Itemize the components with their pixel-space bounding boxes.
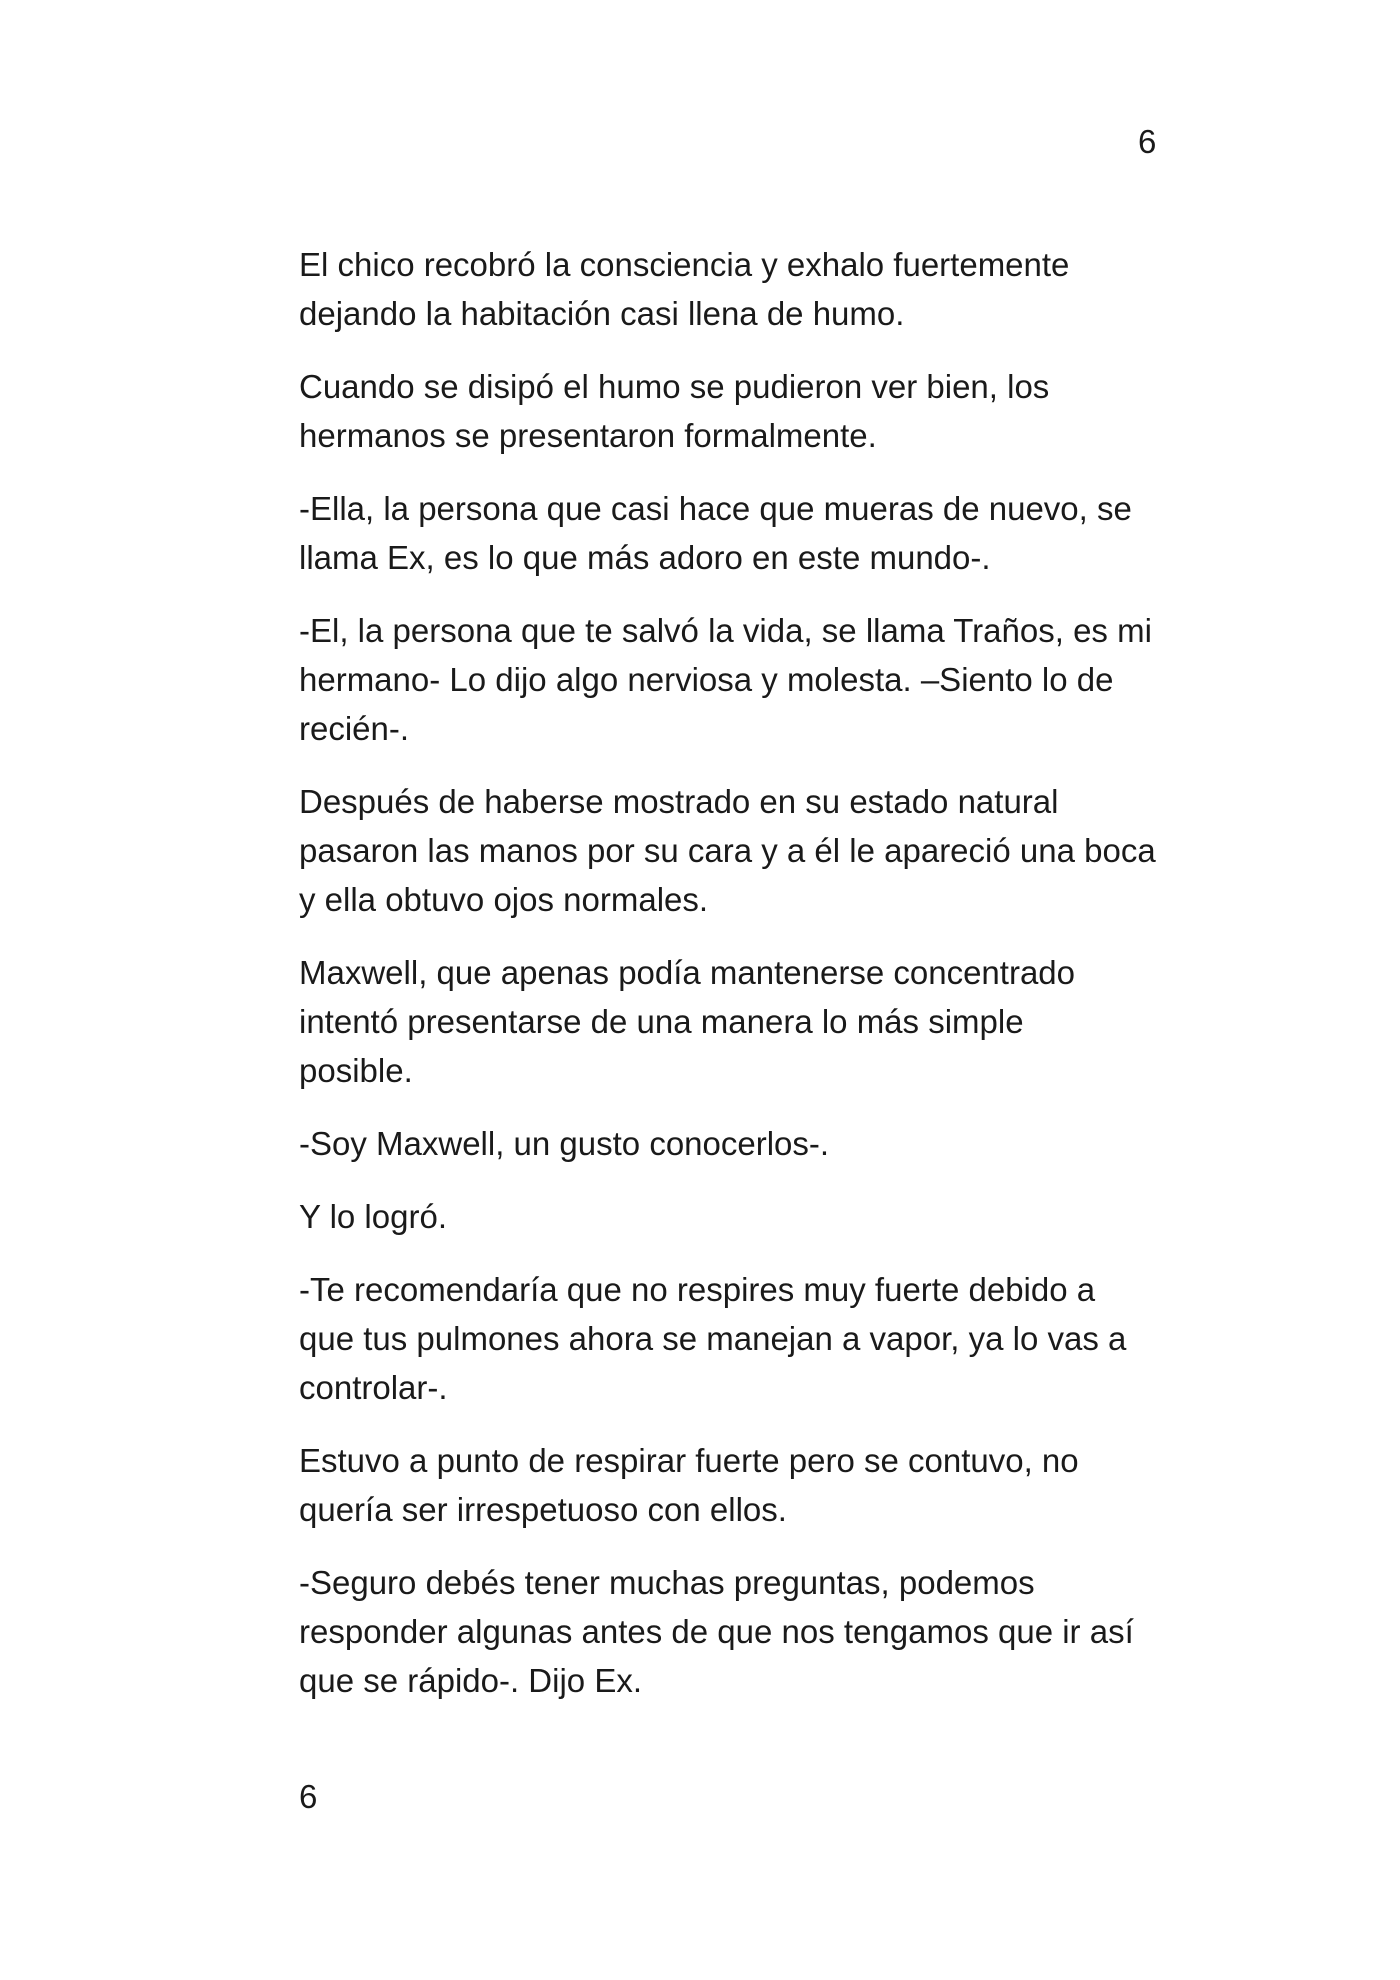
- text-line: Cuando se disipó el humo se pudieron ver bien, los: [299, 368, 1050, 405]
- text-line: -Soy Maxwell, un gusto conocerlos-.: [299, 1125, 830, 1162]
- text-line: llama Ex, es lo que más adoro en este mundo-.: [299, 539, 991, 576]
- paragraph: [299, 1436, 1169, 1534]
- text-line: intentó presentarse de una manera lo más simple: [299, 1003, 1024, 1040]
- paragraph: [299, 1119, 1169, 1168]
- text-line: El chico recobró la consciencia y exhalo fuertemente: [299, 246, 1070, 283]
- paragraph: [299, 484, 1169, 582]
- text-line: Estuvo a punto de respirar fuerte pero se contuvo, no: [299, 1442, 1079, 1479]
- text-line: recién-.: [299, 710, 410, 747]
- text-line: que tus pulmones ahora se manejan a vapor, ya lo vas a: [299, 1320, 1127, 1357]
- text-line: pasaron las manos por su cara y a él le apareció una boca: [299, 832, 1156, 869]
- text-line: posible.: [299, 1052, 413, 1089]
- paragraph: [299, 1265, 1169, 1412]
- footer-page-number: 6: [299, 1778, 318, 1815]
- paragraph: [299, 240, 1169, 338]
- text-line: -Seguro debés tener muchas preguntas, podemos: [299, 1564, 1035, 1601]
- paragraph: [299, 1192, 1169, 1241]
- text-line: -Te recomendaría que no respires muy fuerte debido a: [299, 1271, 1096, 1308]
- text-line: -El, la persona que te salvó la vida, se llama Traños, es mi: [299, 612, 1152, 649]
- paragraph: [299, 362, 1169, 460]
- text-line: hermanos se presentaron formalmente.: [299, 417, 877, 454]
- text-line: que se rápido-. Dijo Ex.: [299, 1662, 643, 1699]
- text-line: responder algunas antes de que nos tengamos que ir así: [299, 1613, 1134, 1650]
- paragraph: [299, 1558, 1169, 1705]
- text-line: Después de haberse mostrado en su estado natural: [299, 783, 1059, 820]
- header-page-number: 6: [1138, 123, 1157, 160]
- text-line: controlar-.: [299, 1369, 448, 1406]
- text-line: y ella obtuvo ojos normales.: [299, 881, 709, 918]
- text-line: Y lo logró.: [299, 1198, 447, 1235]
- text-line: hermano- Lo dijo algo nerviosa y molesta. –Siento lo de: [299, 661, 1114, 698]
- paragraph: [299, 606, 1169, 753]
- paragraph: [299, 948, 1169, 1095]
- text-line: dejando la habitación casi llena de humo.: [299, 295, 905, 332]
- body-text: [299, 240, 1169, 1729]
- text-line: Maxwell, que apenas podía mantenerse concentrado: [299, 954, 1075, 991]
- text-line: quería ser irrespetuoso con ellos.: [299, 1491, 787, 1528]
- paragraph: [299, 777, 1169, 924]
- text-line: -Ella, la persona que casi hace que mueras de nuevo, se: [299, 490, 1132, 527]
